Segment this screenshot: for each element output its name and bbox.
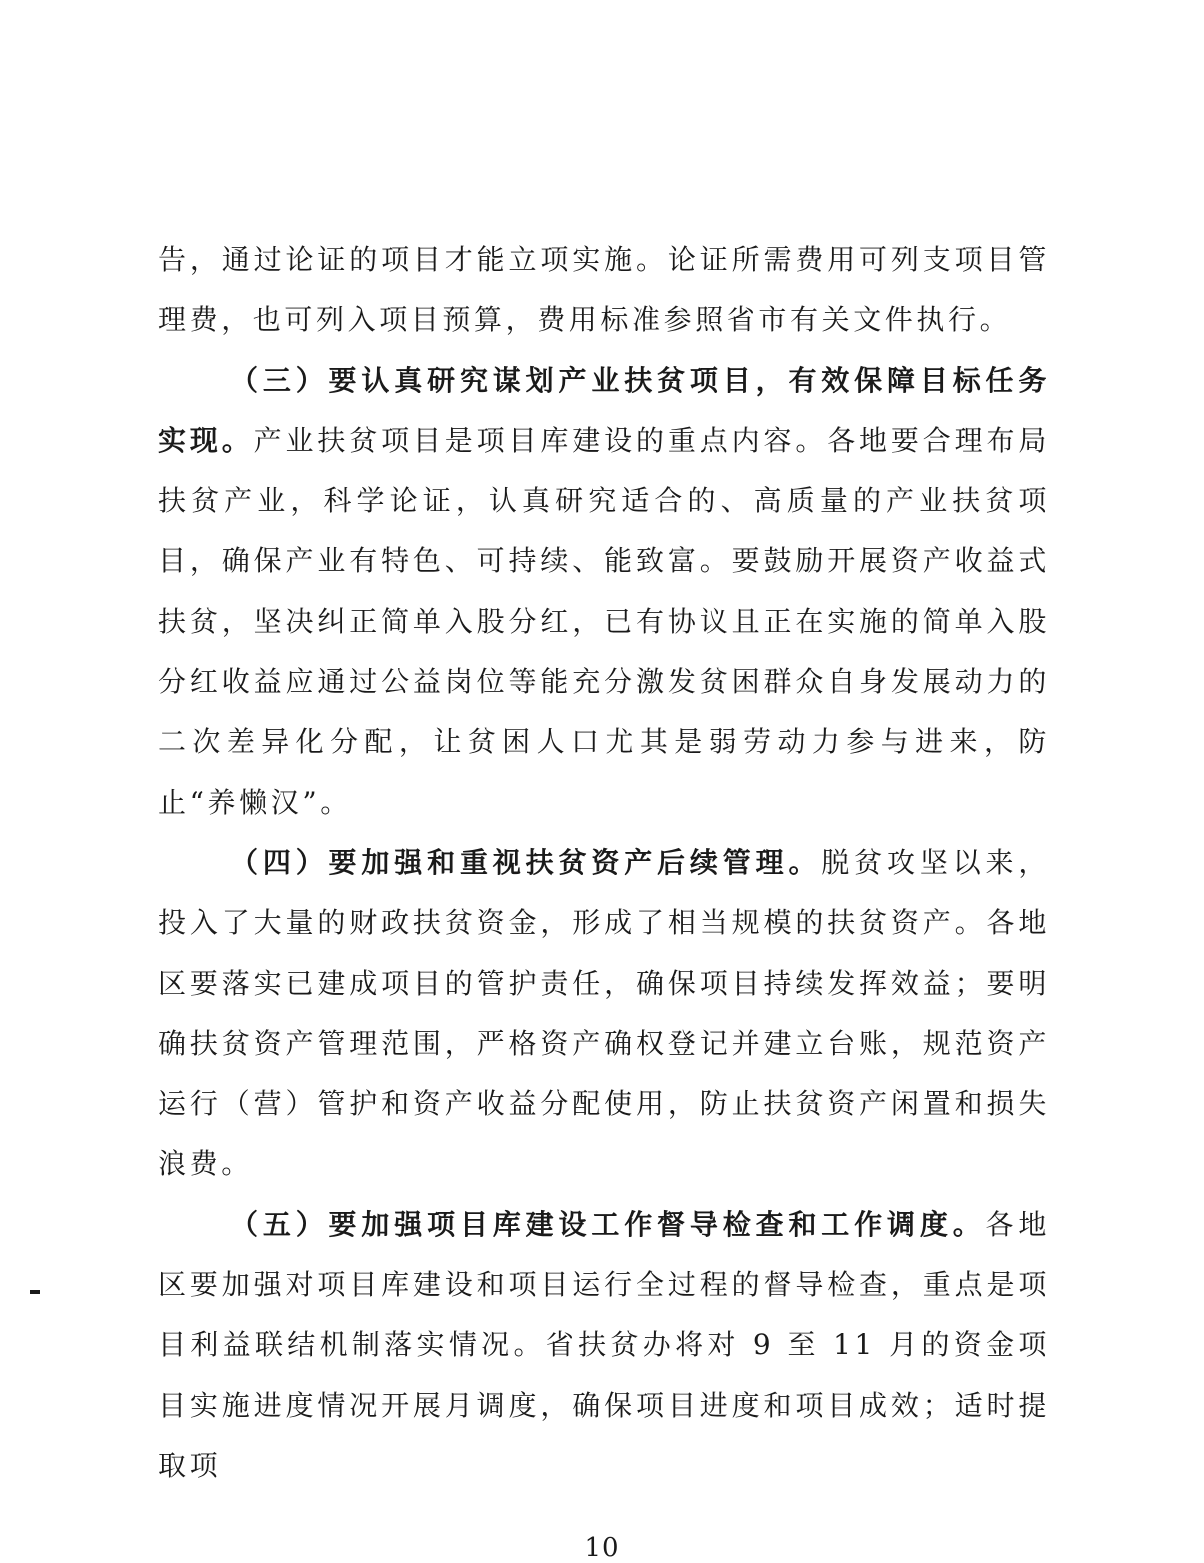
section-heading: （五）要加强项目库建设工作督导检查和工作调度。 <box>230 1207 986 1241</box>
paragraph-body: 脱贫攻坚以来，投入了大量的财政扶贫资金，形成了相当规模的扶贫资产。各地区要落实已建成项目的管护责任，确保项目持续发挥效益；要明确扶贫资产管理范围，严格资产确权登记并建立台账，规范资产运行（营）管护和资产收益分配使用，防止扶贫资产闲置和损失浪费。 <box>158 845 1050 1181</box>
section-heading: （四）要加强和重视扶贫资产后续管理。 <box>230 845 822 879</box>
paragraph-section-3 <box>158 351 1050 833</box>
paragraph-section-5 <box>158 1195 1050 1496</box>
section-heading: （三）要认真研究谋划产业扶贫项目，有效保障目标任务实现。 <box>158 363 1050 457</box>
paragraph-section-4 <box>158 833 1050 1195</box>
document-body <box>158 230 1050 1496</box>
paragraph-body: 产业扶贫项目是项目库建设的重点内容。各地要合理布局扶贫产业，科学论证，认真研究适合的、高质量的产业扶贫项目，确保产业有特色、可持续、能致富。要鼓励开展资产收益式扶贫，坚决纠正简单入股分红，已有协议且正在实施的简单入股分红收益应通过公益岗位等能充分激发贫困群众自身发展动力的二次差异化分配，让贫困人口尤其是弱劳动力参与进来，防止“养懒汉”。 <box>158 423 1050 819</box>
paragraph-body: 各地区要加强对项目库建设和项目运行全过程的督导检查，重点是项目利益联结机制落实情况。省扶贫办将对 9 至 11 月的资金项目实施进度情况开展月调度，确保项目进度和项目成效；适时提取项 <box>158 1207 1050 1482</box>
paragraph-continuation <box>158 230 1050 351</box>
page-number: 10 <box>584 1533 620 1563</box>
paragraph-body: 告，通过论证的项目才能立项实施。论证所需费用可列支项目管理费，也可列入项目预算，费用标准参照省市有关文件执行。 <box>158 243 1050 337</box>
margin-mark <box>30 1290 40 1294</box>
